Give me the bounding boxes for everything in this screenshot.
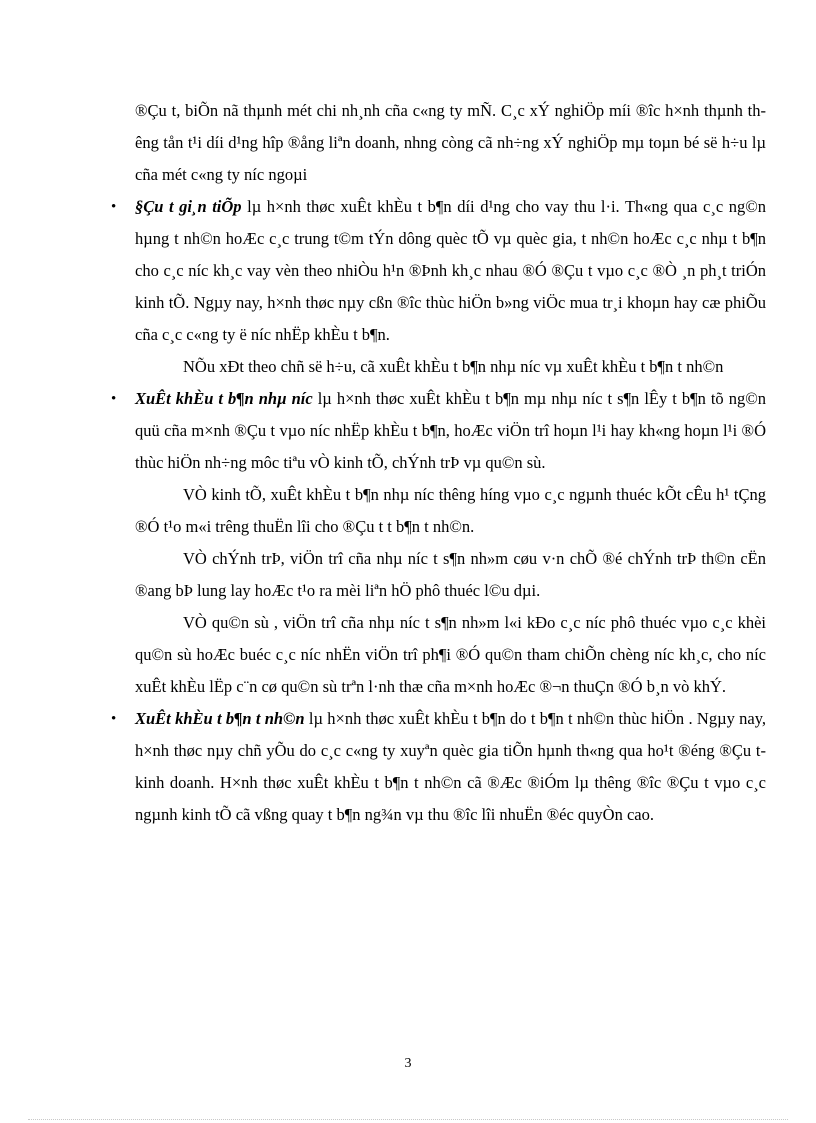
bullet-title-indirect-investment: §Çu t gi¸n tiÕp (135, 197, 242, 216)
paragraph-military: VÒ qu©n sù , viÖn trî cña nhµ níc t s¶n nh»m l«i kÐo c¸c níc phô thuéc vµo c¸c khèi qu©n sù hoÆc buéc c¸c níc nhËn viÖn trî ph¶i ®Ó qu©n tham chiÕn chèng níc kh¸c, cho níc xuÊt khÈu lËp c¨n cø qu©n sù trªn l·nh thæ cña m×nh hoÆc ®¬n thuÇn ®Ó b¸n vò khÝ. (135, 613, 766, 696)
bullet-icon: • (111, 711, 117, 727)
bullet-item-indirect-investment (111, 191, 766, 351)
bullet-text-indirect-investment: lµ h×nh thøc xuÊt khÈu t b¶n díi d¹ng cho vay thu l·i. Th«ng qua c¸c ng©n hµng t nh©n hoÆc c¸c trung t©m tÝn dông quèc tÕ vµ quèc gia, t nh©n hoÆc c¸c nhµ t b¶n cho c¸c níc kh¸c vay vèn theo nhiÒu h¹n ®Þnh kh¸c nhau ®Ó ®Çu t vµo c¸c ®Ò ¸n ph¸t triÓn kinh tÕ. Ngµy nay, h×nh thøc nµy cßn ®îc thùc hiÖn b»ng viÖc mua tr¸i khoµn hay cæ phiÕu cña c¸c c«ng ty ë níc nhËp khÈu t b¶n. (135, 197, 766, 344)
bullet-text-state-capital-export: lµ h×nh thøc xuÊt khÈu t b¶n mµ nhµ níc t s¶n lÊy t b¶n tõ ng©n quü cña m×nh ®Çu t vµo níc nhËp khÈu t b¶n, hoÆc viÖn trî hoµn l¹i hay kh«ng hoµn l¹i ®Ó thùc hiÖn nh÷ng môc tiªu vÒ kinh tÕ, chÝnh trÞ vµ qu©n sù. (135, 389, 766, 472)
bullet-item-private-capital-export (111, 703, 766, 831)
paragraph-economic: VÒ kinh tÕ, xuÊt khÈu t b¶n nhµ níc thêng híng vµo c¸c ngµnh thuéc kÕt cÊu h¹ tÇng ®Ó t¹o m«i trêng thuËn lîi cho ®Çu t t b¶n t nh©n. (135, 485, 766, 536)
page-bottom-divider (28, 1119, 788, 1120)
document-body (111, 95, 766, 831)
bullet-icon: • (111, 391, 117, 407)
bullet-item-state-capital-export (111, 383, 766, 479)
bullet-icon: • (111, 199, 117, 215)
paragraph-2: NÕu xÐt theo chñ së h÷u, cã xuÊt khÈu t b¶n nhµ níc vµ xuÊt khÈu t b¶n t nh©n (183, 357, 724, 376)
paragraph-political: VÒ chÝnh trÞ, viÖn trî cña nhµ níc t s¶n nh»m cøu v·n chÕ ®é chÝnh trÞ th©n cËn ®ang bÞ lung lay hoÆc t¹o ra mèi liªn hÖ phô thuéc l©u dµi. (135, 549, 766, 600)
paragraph-1: ®Çu t, biÕn nã thµnh mét chi nh¸nh cña c«ng ty mÑ. C¸c xÝ nghiÖp míi ®îc h×nh thµnh thêng tån t¹i díi d¹ng hîp ®ång liªn doanh, nhng còng cã nh÷ng xÝ nghiÖp mµ toµn bé së h÷u lµ cña mét c«ng ty níc ngoµi (135, 101, 766, 184)
bullet-title-private-capital-export: XuÊt khÈu t b¶n t nh©n (135, 709, 305, 728)
bullet-text-private-capital-export: lµ h×nh thøc xuÊt khÈu t b¶n do t b¶n t nh©n thùc hiÖn . Ngµy nay, h×nh thøc nµy chñ yÕu do c¸c c«ng ty xuyªn quèc gia tiÕn hµnh th«ng qua ho¹t ®éng ®Çu t kinh doanh. H×nh thøc xuÊt khÈu t b¶n t nh©n cã ®Æc ®iÓm lµ thêng ®îc ®Çu t vµo c¸c ngµnh kinh tÕ cã vßng quay t b¶n ng¾n vµ thu ®îc lîi nhuËn ®éc quyÒn cao. (135, 709, 766, 824)
bullet-title-state-capital-export: XuÊt khÈu t b¶n nhµ níc (135, 389, 313, 408)
page-number: 3 (404, 1056, 412, 1071)
